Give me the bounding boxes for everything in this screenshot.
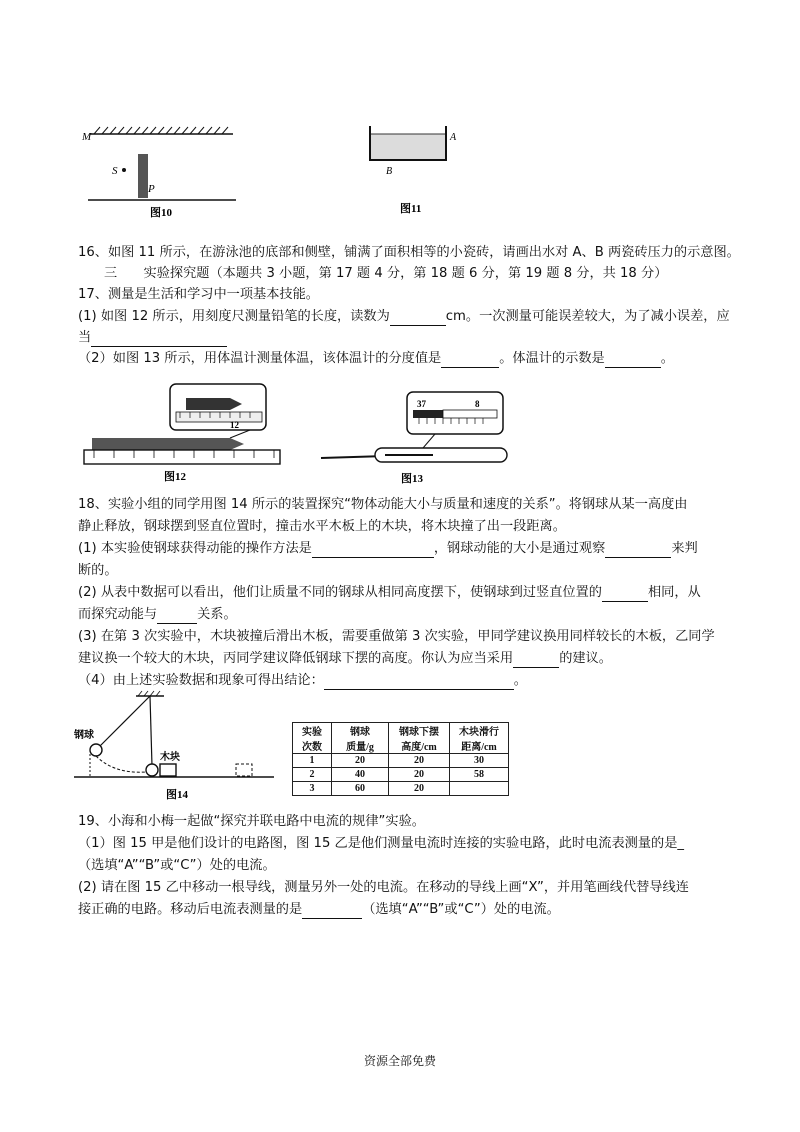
table-cell: 20 [389,754,450,768]
table-cell: 20 [389,782,450,796]
q18-l3c: 来判 [671,541,698,556]
question-17-part-1 [78,308,730,326]
fig12-mark: 12 [230,420,239,430]
fig10-label-p: P [148,183,155,195]
figure-11-drawing [360,112,480,220]
question-17-part-2 [78,350,674,368]
q18-l6a: 而探究动能与 [78,607,158,622]
q17-blank-temperature[interactable] [605,354,661,368]
q17-p1c: 当 [78,330,92,345]
fig14-caption: 图14 [166,789,188,801]
q18-l3b: ，钢球动能的大小是通过观察 [433,541,606,556]
q19-blank-point[interactable] [302,905,362,919]
figure-11 [360,112,480,220]
fig10-label-s: S [112,165,118,177]
q17-p1b: cm。一次测量可能误差较大，为了减小误差，应 [445,309,730,324]
q18-blank-method[interactable] [312,544,434,558]
question-16: 16、如图 11 所示，在游泳池的底部和侧壁，铺满了面积相等的小瓷砖，请画出水对 A、B 两瓷砖压力的示意图。 [78,245,740,260]
q18-l3a: (1) 本实验使钢球获得动能的操作方法是 [78,541,312,556]
table-cell: 60 [332,782,389,796]
fig11-caption: 图11 [400,203,422,215]
table-header-cell [450,723,509,754]
fig13-mark-8: 8 [475,399,480,409]
figure-14-table [292,722,509,796]
table-cell [450,782,509,796]
q18-l6b: 关系。 [197,607,237,622]
q17-p2a: （2）如图 13 所示，用体温计测量体温，该体温计的分度值是 [78,351,442,366]
figure-14-drawing [74,690,284,805]
figure-12-drawing [80,380,290,485]
table-cell: 40 [332,768,389,782]
table-cell: 3 [293,782,332,796]
question-18-line-2: 静止释放，钢球摆到竖直位置时，撞击水平木板上的木块，将木块撞了出一段距离。 [78,519,566,534]
question-19-part-1: （1）图 15 甲是他们设计的电路图，图 15 乙是他们测量电流时连接的实验电路，此时电流表测量的是_ [78,836,684,851]
fig13-caption: 图13 [401,473,423,485]
table-row [293,782,509,796]
question-18-part-3-cont [78,650,612,668]
question-18-part-3: (3) 在第 3 次实验中，木块被撞后滑出木板，需要重做第 3 次实验，甲同学建议换用同样较长的木板，乙同学 [78,629,715,644]
figure-10-drawing [78,118,238,223]
question-18-line-4: 断的。 [78,563,118,578]
q18-blank-relation[interactable] [157,610,197,624]
q17-blank-reading[interactable] [390,312,446,326]
figure-10 [78,118,238,223]
fig10-label-m: M [82,131,92,143]
table-header-cell [332,723,389,754]
fig12-caption: 图12 [164,471,186,483]
q18-l9b: 。 [513,673,527,688]
header-text: 实验 [302,727,322,738]
question-18-part-2-cont [78,606,237,624]
table-row [293,768,509,782]
question-18-part-2 [78,584,701,602]
data-table [292,722,509,796]
q17-blank-resolution[interactable] [441,354,499,368]
question-18-part-4 [78,672,527,690]
table-cell: 2 [293,768,332,782]
q18-l8a: 建议换一个较大的木块，丙同学建议降低钢球下摆的高度。你认为应当采用 [78,651,514,666]
table-header-cell [293,723,332,754]
q18-blank-same[interactable] [602,588,648,602]
question-17-stem: 17、测量是生活和学习中一项基本技能。 [78,287,319,302]
q17-blank-method[interactable] [91,333,227,347]
table-cell: 58 [450,768,509,782]
table-cell: 20 [332,754,389,768]
q18-blank-observe[interactable] [605,544,671,558]
table-header-row [293,723,509,754]
header-text: 木块滑行 [459,727,499,738]
header-text: 钢球 [350,727,370,738]
q17-p2b: 。体温计的示数是 [499,351,605,366]
fig11-label-b: B [386,166,393,177]
question-19-part-2-cont [78,901,560,919]
q19-l5a: 接正确的电路。移动后电流表测量的是 [78,902,303,917]
q18-l5b: 相同，从 [648,585,701,600]
question-19-part-1-cont: （选填“A”“B”或“C”）处的电流。 [78,858,276,873]
section-3-heading: 三 实验探究题（本题共 3 小题，第 17 题 4 分，第 18 题 6 分，第 19 题 8 分，共 18 分） [104,266,668,281]
table-row [293,754,509,768]
header-text: 距离/cm [461,742,497,753]
fig11-label-a: A [450,132,457,143]
header-text: 质量/g [346,742,374,753]
question-19-line-1: 19、小海和小梅一起做“探究并联电路中电流的规律”实验。 [78,814,425,829]
q18-l5a: (2) 从表中数据可以看出，他们让质量不同的钢球从相同高度摆下，使钢球到过竖直位置的 [78,585,602,600]
fig14-ball-label: 钢球 [74,730,94,741]
figure-12 [80,380,290,485]
q18-l8b: 的建议。 [559,651,612,666]
question-18-part-1 [78,540,698,558]
fig14-block-label: 木块 [160,752,180,763]
header-text: 次数 [302,742,322,753]
header-text: 钢球下摆 [399,727,439,738]
header-text: 高度/cm [401,742,437,753]
fig13-mark-37: 37 [417,399,426,409]
q19-l5b: （选填“A”“B”或“C”）处的电流。 [362,902,560,917]
q17-p1a: (1) 如图 12 所示，用刻度尺测量铅笔的长度，读数为 [78,309,390,324]
figure-13 [315,386,515,486]
question-17-part-1-cont [78,329,227,347]
q18-l9a: （4）由上述实验数据和现象可得出结论： [78,673,324,688]
q18-blank-suggestion[interactable] [513,654,559,668]
question-19-part-2: (2) 请在图 15 乙中移动一根导线，测量另外一处的电流。在移动的导线上画“X”，并用笔画线代替导线连 [78,880,689,895]
page-footer: 资源全部免费 [363,1054,436,1068]
table-cell: 20 [389,768,450,782]
fig10-caption: 图10 [150,207,172,219]
q18-blank-conclusion[interactable] [324,676,514,690]
table-cell: 1 [293,754,332,768]
question-18-line-1: 18、实验小组的同学用图 14 所示的装置探究“物体动能大小与质量和速度的关系”。将钢球从某一高度由 [78,497,688,512]
figure-14 [74,690,284,805]
table-header-cell [389,723,450,754]
q17-p2c: 。 [660,351,674,366]
figure-13-drawing [315,386,515,486]
table-cell: 30 [450,754,509,768]
